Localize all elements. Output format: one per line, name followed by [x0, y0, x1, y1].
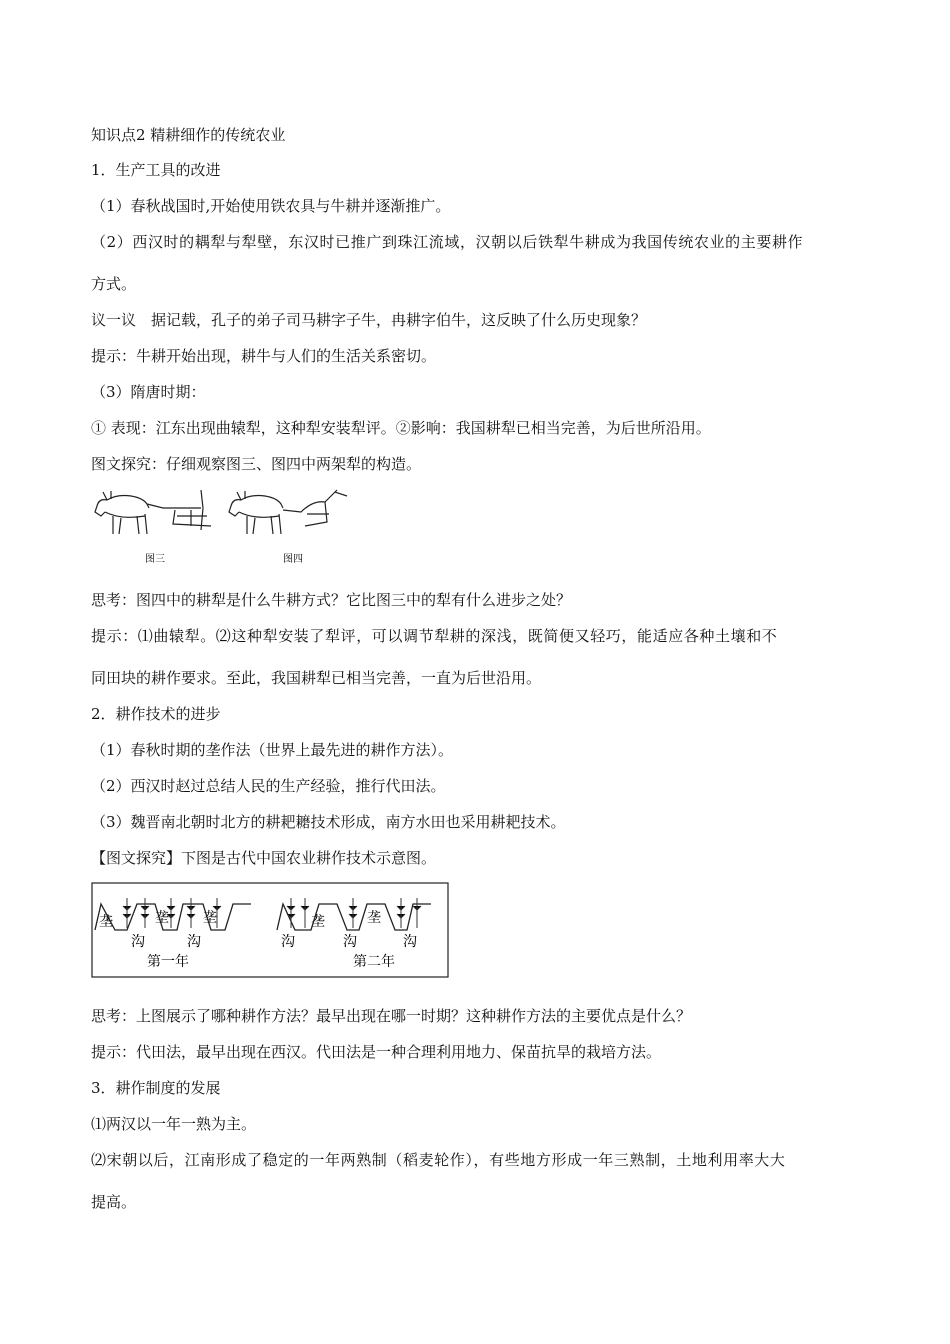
paragraph: 提高。 [91, 1193, 137, 1211]
hint-text: 提示：⑴曲辕犁。⑵这种犁安装了犁评，可以调节犁耕的深浅，既简便又轻巧，能适应各种土壤和不 [91, 627, 778, 645]
paragraph: ⑵宋朝以后，江南形成了稳定的一年两熟制（稻麦轮作），有些地方形成一年三熟制，土地利用率大大 [91, 1151, 786, 1169]
caption-figure-3: 图三 [145, 554, 165, 565]
ox-plow-illustration-left [95, 490, 211, 534]
subheading-techniques: 2．耕作技术的进步 [91, 705, 221, 723]
ox-plow-illustration-right [229, 490, 347, 534]
ridge-label: 垄 [311, 914, 325, 930]
year-label-2: 第二年 [353, 954, 395, 970]
figure-prompt: 【图文探究】下图是古代中国农业耕作技术示意图。 [91, 849, 437, 867]
question-text: 思考：图四中的耕犁是什么牛耕方式？它比图三中的犁有什么进步之处？ [91, 591, 572, 609]
subheading-tools: 1．生产工具的改进 [91, 161, 221, 179]
ridge-label: 垄 [367, 910, 381, 926]
question-text: 思考：上图展示了哪种耕作方法？最早出现在哪一时期？这种耕作方法的主要优点是什么？ [91, 1007, 692, 1025]
paragraph: ① 表现：江东出现曲辕犁，这种犁安装犁评。②影响：我国耕犁已相当完善，为后世所沿用。 [91, 419, 711, 437]
discussion-question: 议一议 据记载，孔子的弟子司马耕字子牛，冉耕字伯牛，这反映了什么历史现象？ [91, 311, 647, 329]
paragraph: （2）西汉时赵过总结人民的生产经验，推行代田法。 [91, 777, 446, 795]
hint-text: 同田块的耕作要求。至此，我国耕犁已相当完善，一直为后世沿用。 [91, 669, 542, 687]
ridge-label: 垄 [155, 910, 169, 926]
seedling-marks-year2 [287, 898, 421, 928]
section-heading: 知识点2 精耕细作的传统农业 [91, 126, 286, 144]
year-label-1: 第一年 [147, 954, 189, 970]
field-technique-figure [91, 882, 449, 978]
paragraph: ⑴两汉以一年一熟为主。 [91, 1115, 257, 1133]
subheading-systems: 3．耕作制度的发展 [91, 1079, 221, 1097]
caption-figure-4: 图四 [283, 554, 303, 565]
paragraph: 方式。 [91, 275, 137, 293]
furrow-label: 沟 [131, 934, 145, 950]
figure-prompt: 图文探究：仔细观察图三、图四中两架犁的构造。 [91, 455, 422, 473]
furrow-label: 沟 [187, 934, 201, 950]
hint-text: 提示：牛耕开始出现，耕牛与人们的生活关系密切。 [91, 347, 437, 365]
plow-figure [91, 486, 361, 566]
furrow-label: 沟 [281, 934, 295, 950]
paragraph: （3）隋唐时期： [91, 383, 206, 401]
furrow-label: 沟 [403, 934, 417, 950]
paragraph: （3）魏晋南北朝时北方的耕耙耱技术形成，南方水田也采用耕耙技术。 [91, 813, 566, 831]
ridge-label: 垄 [203, 910, 217, 926]
paragraph: （2）西汉时的耦犁与犁壁，东汉时已推广到珠江流域，汉朝以后铁犁牛耕成为我国传统农业的主要耕作 [91, 233, 804, 251]
paragraph: （1）春秋时期的垄作法（世界上最先进的耕作方法）。 [91, 741, 454, 759]
hint-text: 提示：代田法，最早出现在西汉。代田法是一种合理利用地力、保苗抗旱的栽培方法。 [91, 1043, 662, 1061]
ridge-label: 垄 [99, 914, 113, 930]
paragraph: （1）春秋战国时,开始使用铁农具与牛耕并逐渐推广。 [91, 197, 451, 215]
furrow-label: 沟 [343, 934, 357, 950]
